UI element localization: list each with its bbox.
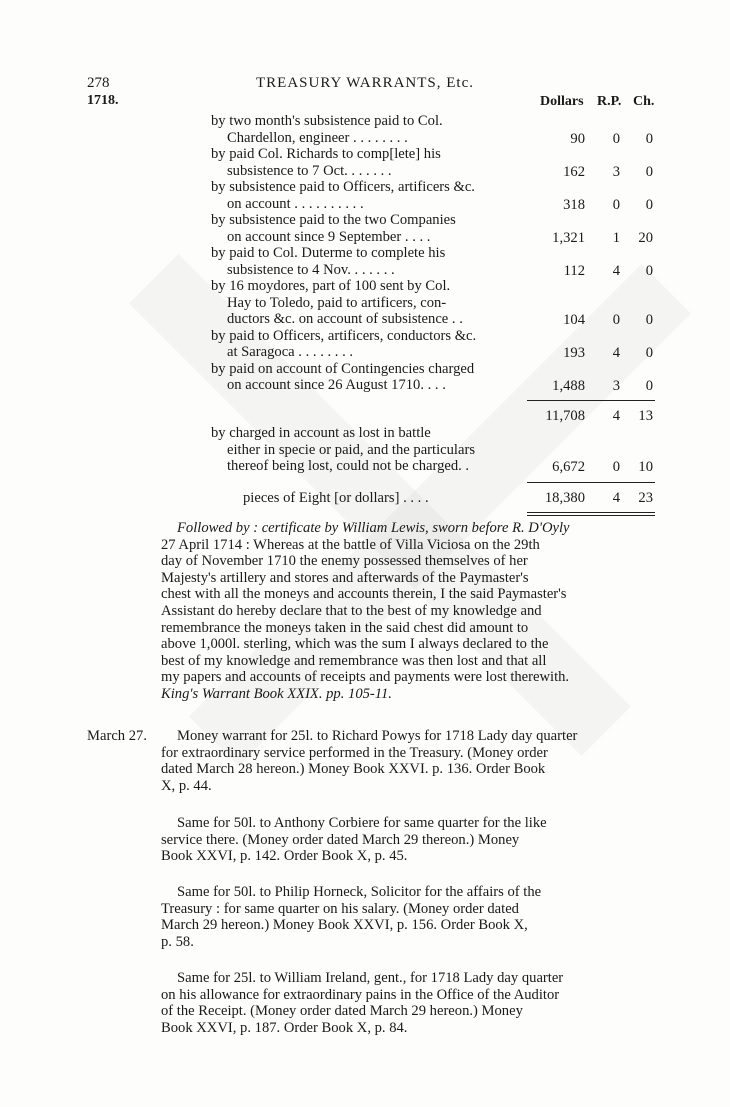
warrant-line: Book XXVI, p. 142. Order Book X, p. 45. xyxy=(161,848,408,865)
amount-ch: 23 xyxy=(638,490,653,506)
ledger-line: by subsistence paid to Officers, artificers &c. xyxy=(211,179,475,195)
amount-ch: 20 xyxy=(638,229,653,246)
amount-dollars: 90 xyxy=(570,130,585,147)
ledger-line: on account since 26 August 1710. . . . xyxy=(227,377,446,393)
amount-dollars: 112 xyxy=(563,262,585,279)
amount-rp: 0 xyxy=(612,312,620,328)
warrant-entry xyxy=(161,884,657,950)
amount-rp: 4 xyxy=(612,262,620,279)
ledger-line: Chardellon, engineer . . . . . . . . xyxy=(227,129,408,146)
certificate-line: best of my knowledge and remembrance was then lost and that all xyxy=(161,652,547,669)
amount-ch: 0 xyxy=(645,345,653,361)
certificate-line: my papers and accounts of receipts and payments were lost therewith. xyxy=(161,669,570,686)
ledger-entry-text xyxy=(211,245,523,278)
ledger-line: on account . . . . . . . . . . xyxy=(227,195,364,212)
certificate-paragraph xyxy=(161,520,657,703)
total-double-rule-1 xyxy=(527,512,655,513)
amount-dollars: 193 xyxy=(563,345,585,361)
ledger-entry-text xyxy=(211,146,523,179)
ledger-line: by paid on account of Contingencies charged xyxy=(211,360,475,377)
amount-dollars: 18,380 xyxy=(544,490,585,506)
running-title: TREASURY WARRANTS, Etc. xyxy=(255,75,474,91)
amount-dollars: 104 xyxy=(563,312,585,328)
warrant-entry xyxy=(161,970,657,1036)
ledger-line: by paid to Col. Duterme to complete his xyxy=(211,245,446,261)
ledger-line: by paid to Officers, artificers, conductors &c. xyxy=(211,327,477,344)
amount-dollars: 11,708 xyxy=(545,408,585,424)
amount-rp: 3 xyxy=(612,163,620,180)
certificate-line: chest with all the moneys and accounts therein, I the said Paymaster's xyxy=(161,586,567,603)
ledger-line: subsistence to 4 Nov. . . . . . . xyxy=(227,261,395,278)
certificate-line: day of November 1710 the enemy possessed themselves of her xyxy=(161,553,528,570)
ledger-line: by 16 moydores, part of 100 sent by Col. xyxy=(211,278,451,294)
amount-dollars: 318 xyxy=(563,196,585,213)
ledger-line: by two month's subsistence paid to Col. xyxy=(211,113,443,129)
amount-dollars: 162 xyxy=(563,163,585,180)
ledger-entry-text xyxy=(211,113,523,146)
warrant-line: service there. (Money order dated March 29 thereon.) Money xyxy=(161,831,520,848)
ledger-line: by subsistence paid to the two Companies xyxy=(211,212,456,228)
ledger-line: on account since 9 September . . . . xyxy=(227,228,431,245)
ledger-entry-text xyxy=(211,278,523,328)
amount-ch: 0 xyxy=(645,312,653,328)
certificate-line: Assistant do hereby declare that to the best of my knowledge and xyxy=(161,602,542,619)
ledger-line: either in specie or paid, and the particulars xyxy=(227,441,475,458)
amount-ch: 0 xyxy=(645,163,653,180)
ledger-entry-text xyxy=(211,328,523,361)
amount-rp: 0 xyxy=(612,130,620,147)
ledger-entry-text xyxy=(211,179,523,212)
column-header-ch: Ch. xyxy=(633,94,655,109)
warrant-line: Book XXVI, p. 187. Order Book X, p. 84. xyxy=(161,1019,408,1036)
warrant-line: X, p. 44. xyxy=(161,777,212,794)
amount-rp: 0 xyxy=(612,459,620,475)
total-label: pieces of Eight [or dollars] . . . . xyxy=(243,490,429,506)
ledger-line: thereof being lost, could not be charged. . xyxy=(227,458,470,474)
entry-date: March 27. xyxy=(87,728,147,744)
amount-rp: 4 xyxy=(612,490,620,506)
amount-rp: 4 xyxy=(612,408,620,424)
ledger-line: Hay to Toledo, paid to artificers, con- xyxy=(227,294,447,311)
amount-rp: 0 xyxy=(612,196,620,213)
certificate-line: remembrance the moneys taken in the said chest did amount to xyxy=(161,619,529,636)
warrant-line: Treasury : for same quarter on his salary. (Money order dated xyxy=(161,900,519,917)
ledger-entry-text xyxy=(211,425,523,475)
amount-ch: 0 xyxy=(645,262,653,279)
ledger-entry-text xyxy=(211,212,523,245)
certificate-line: Majesty's artillery and stores and afterwards of the Paymaster's xyxy=(161,569,529,586)
column-header-dollars: Dollars xyxy=(540,94,584,109)
amount-ch: 13 xyxy=(638,408,653,424)
warrant-line: Same for 25l. to William Ireland, gent., for 1718 Lady day quarter xyxy=(177,970,564,986)
column-header-rp: R.P. xyxy=(597,94,622,109)
subtotal-rule xyxy=(527,400,655,401)
amount-dollars: 1,321 xyxy=(552,229,585,246)
amount-ch: 0 xyxy=(645,378,653,394)
ledger-line: ductors &c. on account of subsistence . . xyxy=(227,311,463,327)
warrant-line: of the Receipt. (Money order dated March 29 hereon.) Money xyxy=(161,1003,523,1020)
warrant-line: for extraordinary service performed in the Treasury. (Money order xyxy=(161,744,548,761)
amount-rp: 4 xyxy=(612,345,620,361)
warrant-entry xyxy=(161,728,657,794)
amount-dollars: 6,672 xyxy=(552,459,585,475)
amount-ch: 0 xyxy=(645,130,653,147)
ledger-line: by paid Col. Richards to comp[lete] his xyxy=(211,146,441,162)
certificate-line: above 1,000l. sterling, which was the sum I always declared to the xyxy=(161,636,549,653)
ledger-line: at Saragoca . . . . . . . . xyxy=(227,344,354,360)
certificate-line: King's Warrant Book XXIX. pp. 105-11. xyxy=(161,685,392,702)
ledger-entry-text xyxy=(211,361,523,394)
total-rule xyxy=(527,482,655,483)
warrant-line: Money warrant for 25l. to Richard Powys for 1718 Lady day quarter xyxy=(177,728,578,744)
ledger-line: subsistence to 7 Oct. . . . . . . xyxy=(227,162,392,179)
warrant-entry xyxy=(161,815,657,865)
amount-rp: 1 xyxy=(612,229,620,246)
certificate-line: 27 April 1714 : Whereas at the battle of Villa Viciosa on the 29th xyxy=(161,536,540,553)
warrant-line: dated March 28 hereon.) Money Book XXVI. p. 136. Order Book xyxy=(161,761,546,778)
amount-ch: 10 xyxy=(638,459,653,475)
amount-dollars: 1,488 xyxy=(552,378,585,394)
certificate-line: Followed by : certificate by William Lewis, sworn before R. D'Oyly xyxy=(177,520,570,536)
warrant-line: p. 58. xyxy=(161,933,194,950)
warrant-line: on his allowance for extraordinary pains in the Office of the Auditor xyxy=(161,986,560,1003)
page-number: 278 xyxy=(87,75,110,91)
warrant-line: Same for 50l. to Philip Horneck, Solicitor for the affairs of the xyxy=(177,884,542,900)
amount-ch: 0 xyxy=(645,196,653,213)
year-label: 1718. xyxy=(87,93,119,108)
ledger-line: by charged in account as lost in battle xyxy=(211,425,431,441)
total-double-rule-2 xyxy=(527,515,655,516)
warrant-line: Same for 50l. to Anthony Corbiere for same quarter for the like xyxy=(177,815,547,831)
warrant-line: March 29 hereon.) Money Book XXVI, p. 156. Order Book X, xyxy=(161,917,528,934)
amount-rp: 3 xyxy=(612,378,620,394)
